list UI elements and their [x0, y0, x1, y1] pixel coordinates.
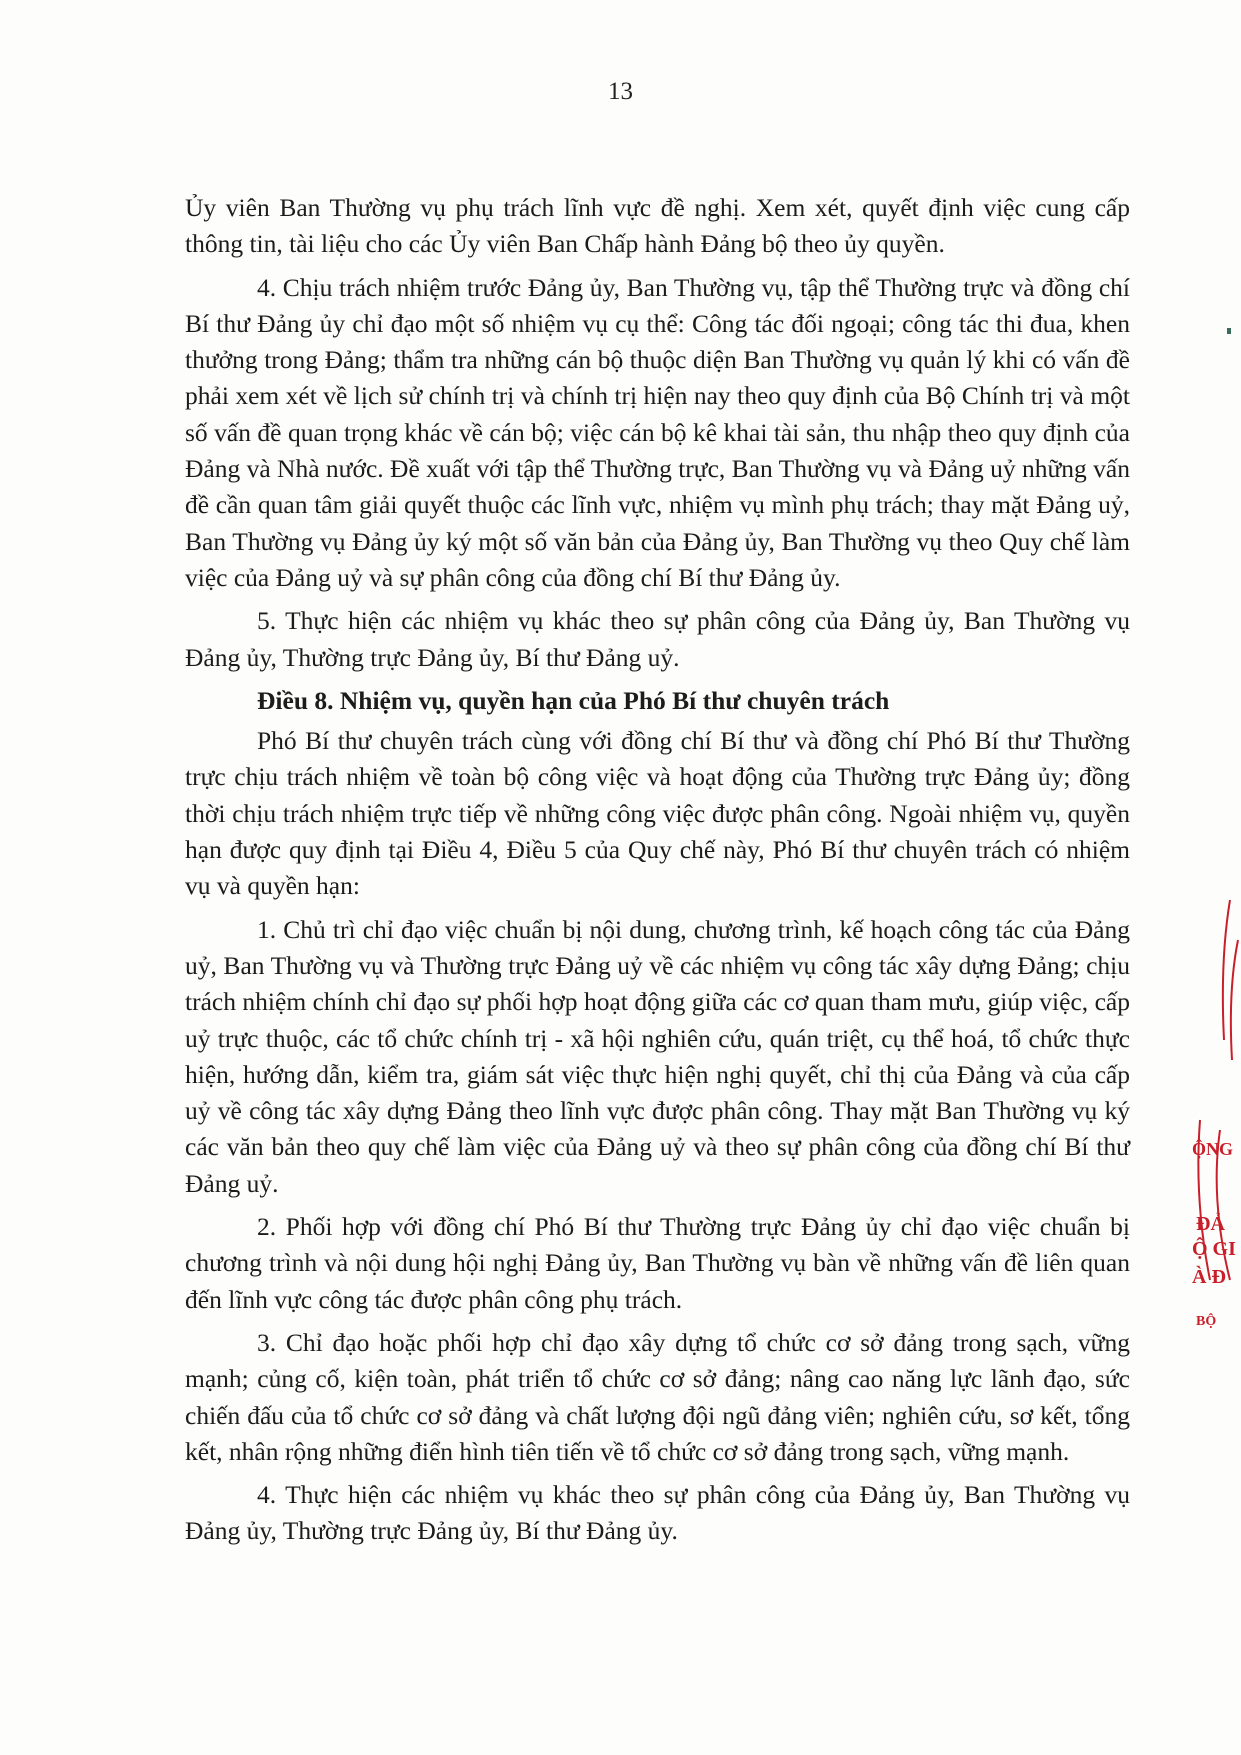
article-8-heading: Điều 8. Nhiệm vụ, quyền hạn của Phó Bí thư chuyên trách: [257, 685, 890, 715]
stamp-fragment-5: BỘ: [1196, 1314, 1217, 1329]
paragraph-continuation: Ủy viên Ban Thường vụ phụ trách lĩnh vực đề nghị. Xem xét, quyết định việc cung cấp thông tin, tài liệu cho các Ủy viên Ban Chấp hành Đảng bộ theo ủy quyền.: [185, 193, 1130, 259]
stamp-fragment-2: ĐẢ: [1196, 1213, 1225, 1235]
paragraph-article-8-item-4: 4. Thực hiện các nhiệm vụ khác theo sự phân công của Đảng ủy, Ban Thường vụ Đảng ủy, Thường trực Đảng ủy, Bí thư Đảng ủy.: [185, 1480, 1130, 1546]
stamp-fragment-1: ỘNG: [1192, 1139, 1234, 1159]
page-number: 13: [608, 78, 633, 105]
stamp-fragment-3: Ộ GI: [1192, 1238, 1236, 1260]
margin-mark: [1227, 328, 1231, 334]
paragraph-item-4: 4. Chịu trách nhiệm trước Đảng ủy, Ban Thường vụ, tập thể Thường trực và đồng chí Bí thư Đảng ủy chỉ đạo một số nhiệm vụ cụ thể: Công tác đối ngoại; công tác thi đua, khen thưởng trong Đảng; thẩm tra những cán bộ thuộc diện Ban Thường vụ quản lý khi có vấn đề phải xem xét về lịch sử chính trị và chính trị hiện nay theo quy định của Bộ Chính trị và một số vấn đề quan trọng khác về cán bộ; việc cán bộ kê khai tài sản, thu nhập theo quy định của Đảng và Nhà nước. Đề xuất với tập thể Thường trực, Ban Thường vụ và Đảng uỷ những vấn đề cần quan tâm giải quyết thuộc các lĩnh vực, nhiệm vụ mình phụ trách; thay mặt Đảng uỷ, Ban Thường vụ Đảng ủy ký một số văn bản của Đảng ủy, Ban Thường vụ theo Quy chế làm việc của Đảng uỷ và sự phân công của đồng chí Bí thư Đảng ủy.: [185, 272, 1130, 592]
paragraph-item-5: 5. Thực hiện các nhiệm vụ khác theo sự phân công của Đảng ủy, Ban Thường vụ Đảng ủy, Thường trực Đảng ủy, Bí thư Đảng uỷ.: [185, 606, 1130, 672]
red-seal-stamp: [1190, 900, 1241, 1660]
paragraph-article-8-intro: Phó Bí thư chuyên trách cùng với đồng chí Bí thư và đồng chí Phó Bí thư Thường trực chịu trách nhiệm về toàn bộ công việc và hoạt động của Thường trực Đảng ủy; đồng thời chịu trách nhiệm trực tiếp về những công việc được phân công. Ngoài nhiệm vụ, quyền hạn được quy định tại Điều 4, Điều 5 của Quy chế này, Phó Bí thư chuyên trách có nhiệm vụ và quyền hạn:: [185, 726, 1130, 901]
paragraph-article-8-item-3: 3. Chỉ đạo hoặc phối hợp chỉ đạo xây dựng tổ chức cơ sở đảng trong sạch, vững mạnh; củng cố, kiện toàn, phát triển tổ chức cơ sở đảng; nâng cao năng lực lãnh đạo, sức chiến đấu của tổ chức cơ sở đảng và chất lượng đội ngũ đảng viên; nghiên cứu, sơ kết, tổng kết, nhân rộng những điển hình tiên tiến về tổ chức cơ sở đảng trong sạch, vững mạnh.: [185, 1327, 1130, 1466]
paragraph-article-8-item-2: 2. Phối hợp với đồng chí Phó Bí thư Thường trực Đảng ủy chỉ đạo việc chuẩn bị chương trình và nội dung hội nghị Đảng ủy, Ban Thường vụ bàn về những vấn đề liên quan đến lĩnh vực công tác được phân công phụ trách.: [185, 1212, 1130, 1314]
paragraph-article-8-item-1: 1. Chủ trì chỉ đạo việc chuẩn bị nội dung, chương trình, kế hoạch công tác của Đảng uỷ, Ban Thường vụ và Thường trực Đảng uỷ về các nhiệm vụ công tác xây dựng Đảng; chịu trách nhiệm chính chỉ đạo sự phối hợp hoạt động giữa các cơ quan tham mưu, giúp việc, cấp uỷ trực thuộc, các tổ chức chính trị - xã hội nghiên cứu, quán triệt, cụ thể hoá, tổ chức thực hiện, hướng dẫn, kiểm tra, giám sát việc thực hiện nghị quyết, chỉ thị của Đảng và của cấp uỷ về công tác xây dựng Đảng theo lĩnh vực được phân công. Thay mặt Ban Thường vụ ký các văn bản theo quy chế làm việc của Đảng uỷ và theo sự phân công của đồng chí Bí thư Đảng uỷ.: [185, 914, 1130, 1198]
body-text: [185, 190, 1130, 1557]
stamp-fragment-4: À Đ: [1192, 1266, 1226, 1288]
